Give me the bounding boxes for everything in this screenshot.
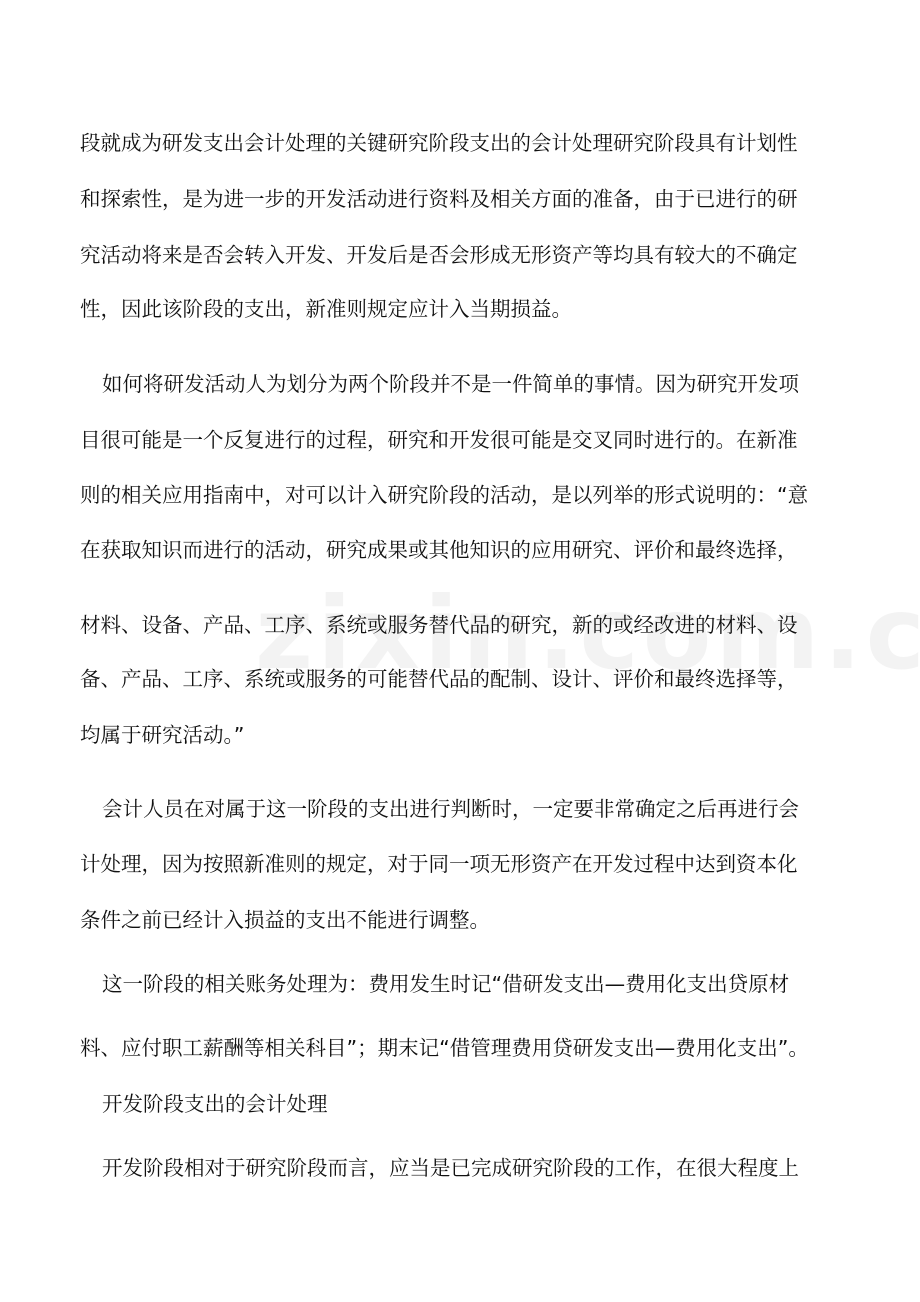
text-line: 这一阶段的相关账务处理为：费用发生时记“借研发支出—费用化支出贷原材	[102, 972, 790, 996]
text-line: 目很可能是一个反复进行的过程，研究和开发很可能是交叉同时进行的。在新准	[80, 428, 798, 452]
section-heading: 开发阶段支出的会计处理	[102, 1092, 328, 1116]
text-line: 均属于研究活动。”	[80, 723, 245, 747]
text-line: 料、应付职工薪酬等相关科目”；期末记“借管理费用贷研发支出—费用化支出”。	[80, 1036, 809, 1060]
text-line: 会计人员在对属于这一阶段的支出进行判断时，一定要非常确定之后再进行会	[102, 797, 799, 821]
text-line: 条件之前已经计入损益的支出不能进行调整。	[80, 908, 490, 932]
text-line: 如何将研发活动人为划分为两个阶段并不是一件简单的事情。因为研究开发项	[102, 372, 799, 396]
text-line: 则的相关应用指南中，对可以计入研究阶段的活动，是以列举的形式说明的：“意	[80, 483, 809, 507]
text-line: 备、产品、工序、系统或服务的可能替代品的配制、设计、评价和最终选择等，	[80, 667, 798, 691]
text-line: 究活动将来是否会转入开发、开发后是否会形成无形资产等均具有较大的不确定	[80, 243, 798, 267]
text-line: 在获取知识而进行的活动，研究成果或其他知识的应用研究、评价和最终选择，	[80, 538, 798, 562]
text-line: 开发阶段相对于研究阶段而言，应当是已完成研究阶段的工作，在很大程度上	[102, 1156, 799, 1180]
text-line: 段就成为研发支出会计处理的关键研究阶段支出的会计处理研究阶段具有计划性	[80, 131, 798, 155]
text-line: 计处理，因为按照新准则的规定，对于同一项无形资产在开发过程中达到资本化	[80, 852, 798, 876]
text-line: 性，因此该阶段的支出，新准则规定应计入当期损益。	[80, 297, 572, 321]
text-line: 材料、设备、产品、工序、系统或服务替代品的研究，新的或经改进的材料、设	[80, 613, 798, 637]
text-line: 和探索性，是为进一步的开发活动进行资料及相关方面的准备，由于已进行的研	[80, 187, 798, 211]
